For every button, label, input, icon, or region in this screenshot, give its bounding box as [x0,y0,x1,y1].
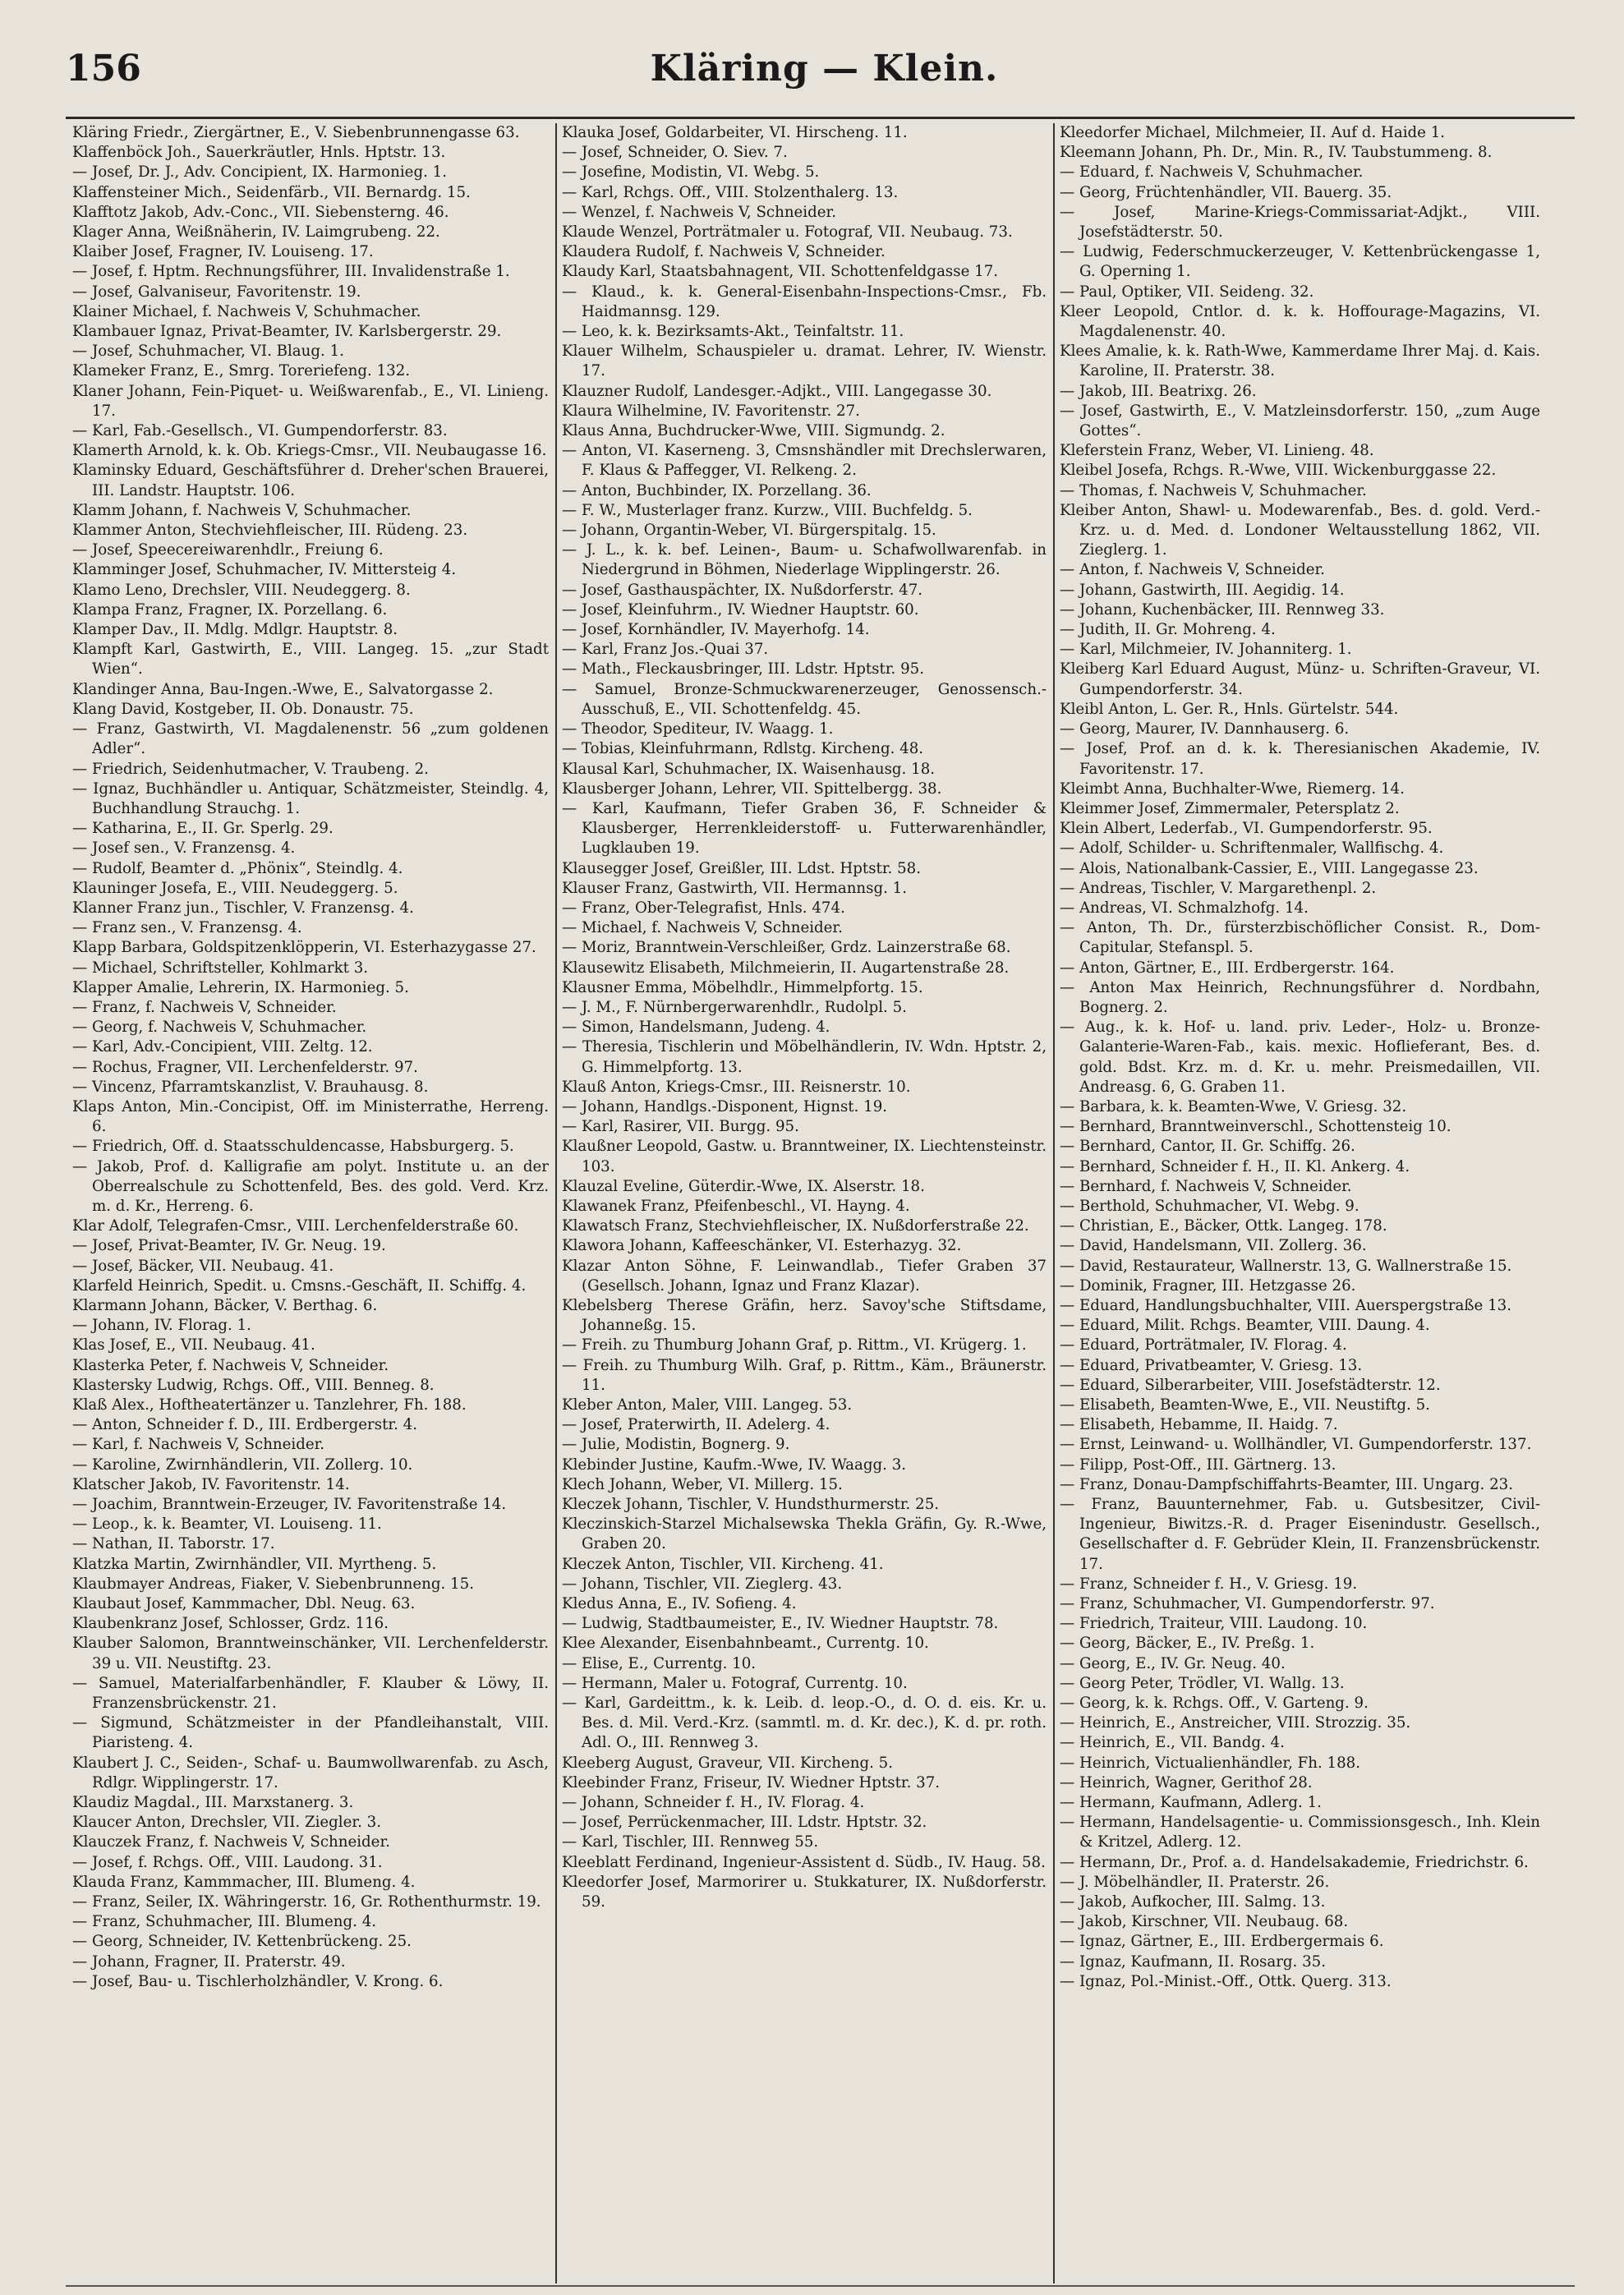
directory-entry: Kleferstein Franz, Weber, VI. Linieng. 48. [1060,442,1374,460]
directory-entry: — Johann, Gastwirth, III. Aegidig. 14. [1060,581,1345,599]
directory-entry: Klaß Alex., Hoftheatertänzer u. Tanzlehrer, Fh. 188. [72,1396,467,1414]
directory-entry: Klafftotz Jakob, Adv.-Conc., VII. Siebensterng. 46. [72,203,449,221]
directory-entry: — Thomas, f. Nachweis V, Schuhmacher. [1060,481,1367,499]
directory-entry: — Karl, f. Nachweis V, Schneider. [72,1436,325,1454]
directory-entry: — Jakob, Prof. d. Kalligrafie am polyt. Institute u. an der Oberrealschule zu Schottenfeld, Bes. des gold. Verd. Krz. m. d. Kr., Herreng. 6. [72,1157,549,1215]
directory-entry: — Friedrich, Seidenhutmacher, V. Traubeng. 2. [72,760,429,778]
directory-entry: — Math., Fleckausbringer, III. Ldstr. Hptstr. 95. [562,660,924,678]
directory-entry: Klaubert J. C., Seiden-, Schaf- u. Baumwollwarenfab. zu Asch, Rdlgr. Wipplingerstr. 17. [72,1754,549,1791]
directory-entry: — Eduard, f. Nachweis V, Schuhmacher. [1060,163,1364,182]
directory-entry: — Heinrich, Victualienhändler, Fh. 188. [1060,1754,1361,1772]
directory-entry: — Tobias, Kleinfuhrmann, Rdlstg. Kircheng. 48. [562,740,924,758]
directory-entry: Kleer Leopold, Cntlor. d. k. k. Hoffourage-Magazins, VI. Magdalenenstr. 40. [1060,302,1540,341]
directory-entry: Klapp Barbara, Goldspitzenklöpperin, VI. Esterhazygasse 27. [72,939,536,957]
directory-entry: Klaus Anna, Buchdrucker-Wwe, VIII. Sigmundg. 2. [562,422,945,440]
directory-entry: Klauber Salomon, Branntweinschänker, VII. Lerchenfelderstr. 39 u. VII. Neustiftg. 23. [72,1635,549,1672]
directory-entry: — Friedrich, Traiteur, VIII. Laudong. 10. [1060,1615,1368,1633]
directory-entry: — Hermann, Maler u. Fotograf, Currentg. 10. [562,1674,908,1692]
directory-entry: — Elise, E., Currentg. 10. [562,1654,757,1672]
directory-entry: Klatscher Jakob, IV. Favoritenstr. 14. [72,1475,350,1493]
directory-entry: — Jakob, III. Beatrixg. 26. [1060,382,1257,400]
directory-entry: — Heinrich, E., VII. Bandg. 4. [1060,1734,1285,1752]
directory-entry: Kleibel Josefa, Rchgs. R.-Wwe, VIII. Wickenburggasse 22. [1060,462,1497,480]
directory-entry: — Josef, Dr. J., Adv. Concipient, IX. Harmonieg. 1. [72,163,447,182]
directory-entry: Klaudera Rudolf, f. Nachweis V, Schneider. [562,243,886,261]
directory-entry: — Joachim, Branntwein-Erzeuger, IV. Favoritenstraße 14. [72,1496,507,1514]
directory-entry: — Franz, Gastwirth, VI. Magdalenenstr. 56 „zum goldenen Adler“. [72,720,549,758]
directory-entry: Klaner Johann, Fein-Piquet- u. Weißwarenfab., E., VI. Linieng. 17. [72,382,549,420]
directory-entry: — Ignaz, Pol.-Minist.-Off., Ottk. Querg. 313. [1060,1972,1392,1990]
directory-entry: — Friedrich, Off. d. Staatsschuldencasse, Habsburgerg. 5. [72,1138,514,1156]
column-1 [72,123,549,2284]
directory-entry: — Ludwig, Stadtbaumeister, E., IV. Wiedner Hauptstr. 78. [562,1615,999,1633]
directory-entry: — Hermann, Handelsagentie- u. Commissionsgesch., Inh. Klein & Kritzel, Adlerg. 12. [1060,1814,1540,1851]
directory-entry: — Franz, Donau-Dampfschiffahrts-Beamter, III. Ungarg. 23. [1060,1475,1513,1493]
directory-entry: — Josef, f. Rchgs. Off., VIII. Laudong. 31. [72,1853,383,1871]
directory-entry: — Georg Peter, Trödler, VI. Wallg. 13. [1060,1674,1345,1692]
directory-entry: Klaura Wilhelmine, IV. Favoritenstr. 27. [562,402,860,420]
directory-entry: Kleimmer Josef, Zimmermaler, Petersplatz 2. [1060,799,1400,817]
directory-entry: Klausberger Johann, Lehrer, VII. Spittelbergg. 38. [562,780,942,798]
directory-entry: Klar Adolf, Telegrafen-Cmsr., VIII. Lerchenfelderstraße 60. [72,1217,519,1235]
directory-entry: Klauser Franz, Gastwirth, VII. Hermannsg. 1. [562,879,908,897]
column-3 [1060,123,1540,2284]
directory-entry: Klampft Karl, Gastwirth, E., VIII. Langeg. 15. „zur Stadt Wien“. [72,641,549,678]
directory-entry: Klausegger Josef, Greißler, III. Ldst. Hptstr. 58. [562,859,922,877]
directory-entry: — J. L., k. k. bef. Leinen-, Baum- u. Schafwollwarenfab. in Niedergrund in Böhmen, Niederlage Wipplingerstr. 26. [562,541,1047,579]
directory-entry: — Hermann, Kaufmann, Adlerg. 1. [1060,1794,1322,1812]
page-header [66,48,1583,102]
directory-entry: — Josef, Perrückenmacher, III. Ldstr. Hptstr. 32. [562,1814,927,1832]
directory-entry: — Anton Max Heinrich, Rechnungsführer d. Nordbahn, Bognerg. 2. [1060,978,1540,1016]
directory-entry: Klee Alexander, Eisenbahnbeamt., Currentg. 10. [562,1635,929,1653]
directory-entry: Klebinder Justine, Kaufm.-Wwe, IV. Waagg. 3. [562,1456,907,1474]
directory-entry: — Josef sen., V. Franzensg. 4. [72,839,296,858]
directory-entry: — Josef, Schneider, O. Siev. 7. [562,144,788,162]
directory-entry: Klaps Anton, Min.-Concipist, Off. im Ministerrathe, Herreng. 6. [72,1097,549,1136]
directory-entry: — Johann, Schneider f. H., IV. Florag. 4. [562,1794,865,1812]
directory-entry: — Anton, Buchbinder, IX. Porzellang. 36. [562,481,872,499]
directory-entry: — Georg, Bäcker, E., IV. Preßg. 1. [1060,1635,1315,1653]
directory-entry: — Josef, Galvaniseur, Favoritenstr. 19. [72,283,361,301]
directory-entry: — Moriz, Branntwein-Verschleißer, Grdz. Lainzerstraße 68. [562,939,1011,957]
directory-entry: Klambauer Ignaz, Privat-Beamter, IV. Karlsbergerstr. 29. [72,323,502,341]
directory-entry: — Johann, Handlgs.-Disponent, Hignst. 19. [562,1097,888,1115]
directory-entry: Klainer Michael, f. Nachweis V, Schuhmacher. [72,302,421,320]
directory-entry: Klawora Johann, Kaffeeschänker, VI. Esterhazyg. 32. [562,1237,962,1255]
directory-entry: — Michael, Schriftsteller, Kohlmarkt 3. [72,959,369,977]
directory-entry: Klaudiz Magdal., III. Marxstanerg. 3. [72,1794,354,1812]
directory-entry: — Aug., k. k. Hof- u. land. priv. Leder-, Holz- u. Bronze-Galanterie-Waren-Fab., kais. mexic. Hoflieferant, Bes. d. gold. Bdst. Krz. m. d. Kr. u. mehr. Preismedaillen, VII. Andreasg. 6, G. Graben 11. [1060,1019,1540,1096]
directory-entry: Klaubaut Josef, Kammmacher, Dbl. Neug. 63. [72,1595,416,1613]
directory-entry: — Eduard, Handlungsbuchhalter, VIII. Auerspergstraße 13. [1060,1296,1512,1314]
directory-entry: Klazar Anton Söhne, F. Leinwandlab., Tiefer Graben 37 (Gesellsch. Johann, Ignaz und Franz Klazar). [562,1257,1047,1295]
directory-entry: — Josef, Privat-Beamter, IV. Gr. Neug. 19. [72,1237,386,1255]
directory-entry: — Rudolf, Beamter d. „Phönix“, Steindlg. 4. [72,859,403,877]
directory-entry: — Samuel, Materialfarbenhändler, F. Klauber & Löwy, II. Franzensbrückenstr. 21. [72,1674,549,1713]
directory-entry: Klaminsky Eduard, Geschäftsführer d. Dreher'schen Brauerei, III. Landstr. Hauptstr. 106. [72,462,549,499]
directory-entry: Klarfeld Heinrich, Spedit. u. Cmsns.-Geschäft, II. Schiffg. 4. [72,1276,527,1295]
directory-entry: Klaude Wenzel, Porträtmaler u. Fotograf, VII. Neubaug. 73. [562,223,1013,241]
directory-entry: — Franz sen., V. Franzensg. 4. [72,919,302,937]
directory-entry: — Eduard, Privatbeamter, V. Griesg. 13. [1060,1356,1363,1374]
directory-entry: — Karl, Franz Jos.-Quai 37. [562,641,769,659]
directory-entry: — Franz, Schuhmacher, VI. Gumpendorferstr. 97. [1060,1595,1435,1613]
directory-entry: — Karl, Rchgs. Off., VIII. Stolzenthalerg. 13. [562,183,899,201]
directory-entry: — Karl, Adv.-Concipient, VIII. Zeltg. 12. [72,1038,373,1056]
directory-entry: Klamo Leno, Drechsler, VIII. Neudeggerg. 8. [72,581,411,599]
directory-entry: Klauninger Josefa, E., VIII. Neudeggerg. 5. [72,879,398,897]
directory-entry: Klauka Josef, Goldarbeiter, VI. Hirscheng. 11. [562,124,908,141]
directory-entry: Klausner Emma, Möbelhdlr., Himmelpfortg. 15. [562,978,923,996]
directory-entry: Klausewitz Elisabeth, Milchmeierin, II. Augartenstraße 28. [562,959,1010,977]
directory-entry: — Josef, Kleinfuhrm., IV. Wiedner Hauptstr. 60. [562,600,919,619]
directory-entry: — Leo, k. k. Bezirksamts-Akt., Teinfaltstr. 11. [562,323,904,341]
directory-entry: Klauer Wilhelm, Schauspieler u. dramat. Lehrer, IV. Wienstr. 17. [562,343,1047,380]
directory-entry: Kleczek Johann, Tischler, V. Hundsthurmerstr. 25. [562,1496,940,1514]
directory-entry: — Anton, VI. Kaserneng. 3, Cmsnshändler mit Drechslerwaren, F. Klaus & Paffegger, VI. Relkeng. 2. [562,442,1047,480]
directory-entry: — Jakob, Aufkocher, III. Salmg. 13. [1060,1893,1326,1911]
directory-entry: — Judith, II. Gr. Mohreng. 4. [1060,621,1276,639]
directory-entry: — Barbara, k. k. Beamten-Wwe, V. Griesg. 32. [1060,1097,1407,1115]
directory-entry: Kleimbt Anna, Buchhalter-Wwe, Riemerg. 14. [1060,780,1405,798]
directory-entry: — Simon, Handelsmann, Judeng. 4. [562,1019,830,1037]
page-number: 156 [66,48,141,90]
directory-entry: Klaußner Leopold, Gastw. u. Branntweiner, IX. Liechtensteinstr. 103. [562,1138,1047,1175]
directory-entry: Kleemann Johann, Ph. Dr., Min. R., IV. Taubstummeng. 8. [1060,144,1493,162]
directory-entry: — Ernst, Leinwand- u. Wollhändler, VI. Gumpendorferstr. 137. [1060,1436,1532,1454]
directory-entry: Klaubmayer Andreas, Fiaker, V. Siebenbrunneng. 15. [72,1575,474,1593]
directory-entry: Klausal Karl, Schuhmacher, IX. Waisenhausg. 18. [562,760,936,778]
directory-entry: — Josef, Gasthauspächter, IX. Nußdorferstr. 47. [562,581,923,599]
directory-entry: Klauczek Franz, f. Nachweis V, Schneider. [72,1833,390,1851]
directory-entry: — Ludwig, Federschmuckerzeuger, V. Kettenbrückengasse 1, G. Operning 1. [1060,243,1540,281]
directory-entry: — Anton, Schneider f. D., III. Erdbergerstr. 4. [72,1416,417,1434]
directory-entry: Klaudy Karl, Staatsbahnagent, VII. Schottenfeldgasse 17. [562,263,999,281]
directory-entry: — David, Restaurateur, Wallnerstr. 13, G. Wallnerstraße 15. [1060,1257,1512,1275]
directory-entry: Klaffenböck Joh., Sauerkräutler, Hnls. Hptstr. 13. [72,144,446,162]
directory-entry: Klandinger Anna, Bau-Ingen.-Wwe, E., Salvatorgasse 2. [72,680,494,698]
directory-entry: — Theresia, Tischlerin und Möbelhändlerin, IV. Wdn. Hptstr. 2, G. Himmelpfortg. 13. [562,1038,1047,1076]
directory-entry: — Karl, Rasirer, VII. Burgg. 95. [562,1118,799,1136]
directory-entry: — Georg, k. k. Rchgs. Off., V. Garteng. 9. [1060,1695,1369,1713]
directory-entry: Klauzner Rudolf, Landesger.-Adjkt., VIII. Langegasse 30. [562,382,992,400]
directory-entry: — Anton, Gärtner, E., III. Erdbergerstr. 164. [1060,959,1395,977]
footer-rule [66,2285,1575,2287]
directory-entry: — Freih. zu Thumburg Johann Graf, p. Rittm., VI. Krügerg. 1. [562,1336,1027,1354]
directory-entry: Klein Albert, Lederfab., VI. Gumpendorferstr. 95. [1060,820,1433,838]
directory-entry: — Karoline, Zwirnhändlerin, VII. Zollerg. 10. [72,1456,413,1474]
directory-entry: — Josef, Bau- u. Tischlerholzhändler, V. Krong. 6. [72,1972,444,1990]
directory-entry: — Freih. zu Thumburg Wilh. Graf, p. Rittm., Käm., Bräunerstr. 11. [562,1356,1047,1394]
directory-entry: — Josef, Speecereiwarenhdlr., Freiung 6. [72,541,384,559]
directory-entry: — Ignaz, Gärtner, E., III. Erdbergermais 6. [1060,1933,1384,1951]
directory-entry: — Leop., k. k. Beamter, VI. Louiseng. 11. [72,1515,382,1534]
directory-entry: Kleczek Anton, Tischler, VII. Kircheng. 41. [562,1555,884,1573]
directory-entry: — Heinrich, E., Anstreicher, VIII. Strozzig. 35. [1060,1714,1411,1732]
directory-entry: Klarmann Johann, Bäcker, V. Berthag. 6. [72,1296,378,1314]
directory-entry: — Josef, Prof. an d. k. k. Theresianischen Akademie, IV. Favoritenstr. 17. [1060,740,1540,778]
directory-entry: Klawatsch Franz, Stechviehfleischer, IX. Nußdorferstraße 22. [562,1217,1029,1235]
directory-entry: Klastersky Ludwig, Rchgs. Off., VIII. Benneg. 8. [72,1376,435,1394]
directory-entry: — Alois, Nationalbank-Cassier, E., VIII. Langegasse 23. [1060,859,1479,877]
directory-entry: — Dominik, Fragner, III. Hetzgasse 26. [1060,1276,1356,1295]
directory-entry: — Vincenz, Pfarramtskanzlist, V. Brauhausg. 8. [72,1078,429,1096]
directory-entry: Klaiber Josef, Fragner, IV. Louiseng. 17. [72,243,374,261]
directory-entry: — Josef, Marine-Kriegs-Commissariat-Adjkt., VIII. Josefstädterstr. 50. [1060,203,1540,241]
directory-entry: Klamerth Arnold, k. k. Ob. Kriegs-Cmsr., VII. Neubaugasse 16. [72,442,547,460]
directory-entry: — Bernhard, Branntweinverschl., Schottensteig 10. [1060,1118,1451,1136]
directory-entry: Kleczinskich-Starzel Michalsewska Thekla Gräfin, Gy. R.-Wwe, Graben 20. [562,1515,1047,1553]
directory-entry: Kleeblatt Ferdinand, Ingenieur-Assistent d. Südb., IV. Haug. 58. [562,1853,1046,1871]
directory-entry: Klaffensteiner Mich., Seidenfärb., VII. Bernardg. 15. [72,183,471,201]
directory-entry: Klameker Franz, E., Smrg. Toreriefeng. 132. [72,362,411,380]
directory-entry: — Elisabeth, Hebamme, II. Haidg. 7. [1060,1416,1338,1434]
directory-entry: Kledus Anna, E., IV. Sofieng. 4. [562,1595,797,1613]
directory-entry: — J. M., F. Nürnbergerwarenhdlr., Rudolpl. 5. [562,998,907,1016]
directory-entry: — Katharina, E., II. Gr. Sperlg. 29. [72,820,334,838]
directory-entry: — Franz, f. Nachweis V, Schneider. [72,998,337,1016]
directory-entry: — Karl, Tischler, III. Rennweg 55. [562,1833,819,1851]
directory-entry: Klampa Franz, Fragner, IX. Porzellang. 6. [72,600,388,619]
directory-entry: — Johann, Fragner, II. Praterstr. 49. [72,1952,346,1971]
directory-entry: Klawanek Franz, Pfeifenbeschl., VI. Hayng. 4. [562,1197,910,1215]
directory-entry: — Jakob, Kirschner, VII. Neubaug. 68. [1060,1913,1349,1931]
directory-entry: — Heinrich, Wagner, Gerithof 28. [1060,1773,1313,1791]
directory-entry: — Bernhard, Schneider f. H., II. Kl. Ankerg. 4. [1060,1157,1410,1175]
directory-entry: — Josef, Bäcker, VII. Neubaug. 41. [72,1257,334,1275]
column-2 [562,123,1047,2284]
directory-entry: — Georg, Früchtenhändler, VII. Bauerg. 35. [1060,183,1392,201]
directory-entry: — Christian, E., Bäcker, Ottk. Langeg. 178. [1060,1217,1387,1235]
directory-columns [72,123,1617,2284]
directory-entry: — Andreas, Tischler, V. Margarethenpl. 2. [1060,879,1377,897]
directory-entry: Klees Amalie, k. k. Rath-Wwe, Kammerdame Ihrer Maj. d. Kais. Karoline, II. Praterstr. 38. [1060,343,1540,380]
directory-entry: Kleedorfer Josef, Marmorirer u. Stukkaturer, IX. Nußdorferstr. 59. [562,1873,1047,1911]
directory-entry: — Adolf, Schilder- u. Schriftenmaler, Wallfischg. 4. [1060,839,1444,858]
directory-entry: — Georg, Schneider, IV. Kettenbrückeng. 25. [72,1933,412,1951]
directory-entry: Klaucer Anton, Drechsler, VII. Ziegler. 3. [72,1814,381,1832]
directory-entry: — Johann, Organtin-Weber, VI. Bürgerspitalg. 15. [562,522,936,540]
directory-entry: — Sigmund, Schätzmeister in der Pfandleihanstalt, VIII. Piaristeng. 4. [72,1714,549,1752]
directory-entry: — Eduard, Silberarbeiter, VIII. Josefstädterstr. 12. [1060,1376,1441,1394]
directory-entry: Kläring Friedr., Ziergärtner, E., V. Siebenbrunnengasse 63. [72,124,520,141]
directory-entry: — Wenzel, f. Nachweis V, Schneider. [562,203,836,221]
directory-entry: — Josef, Schuhmacher, VI. Blaug. 1. [72,343,344,361]
directory-entry: Kleiberg Karl Eduard August, Münz- u. Schriften-Graveur, VI. Gumpendorferstr. 34. [1060,660,1540,698]
directory-entry: — Julie, Modistin, Bognerg. 9. [562,1436,790,1454]
directory-entry: Klauß Anton, Kriegs-Cmsr., III. Reisnerstr. 10. [562,1078,911,1096]
directory-entry: — Anton, Th. Dr., fürsterzbischöflicher Consist. R., Dom-Capitular, Stefanspl. 5. [1060,919,1540,957]
directory-entry: Klammer Anton, Stechviehfleischer, III. Rüdeng. 23. [72,522,468,540]
directory-entry: — Karl, Gardeittm., k. k. Leib. d. leop.-O., d. O. d. eis. Kr. u. Bes. d. Mil. Verd.-Krz. (sammtl. m. d. Kr. dec.), K. d. pr. roth. Adl. O., III. Rennweg 3. [562,1695,1047,1752]
directory-entry: — Josef, f. Hptm. Rechnungsführer, III. Invalidenstraße 1. [72,263,510,281]
directory-entry: — Georg, f. Nachweis V, Schuhmacher. [72,1019,367,1037]
directory-entry: — Samuel, Bronze-Schmuckwarenerzeuger, Genossensch.-Ausschuß, E., VII. Schottenfeldg. 45. [562,680,1047,718]
directory-entry: Kleedorfer Michael, Milchmeier, II. Auf d. Haide 1. [1060,124,1446,141]
directory-entry: Klapper Amalie, Lehrerin, IX. Harmonieg. 5. [72,978,409,996]
directory-entry: Klang David, Kostgeber, II. Ob. Donaustr. 75. [72,700,414,718]
directory-entry: — Rochus, Fragner, VII. Lerchenfelderstr. 97. [72,1058,418,1076]
directory-entry: — Elisabeth, Beamten-Wwe, E., VII. Neustiftg. 5. [1060,1396,1430,1414]
directory-entry: — Johann, IV. Florag. 1. [72,1317,251,1335]
directory-entry: Klanner Franz jun., Tischler, V. Franzensg. 4. [72,899,414,917]
directory-entry: Klas Josef, E., VII. Neubaug. 41. [72,1336,315,1354]
directory-entry: — Karl, Kaufmann, Tiefer Graben 36, F. Schneider & Klausberger, Herrenkleiderstoff- u. Futterwarenhändler, Lugklauben 19. [562,799,1047,858]
running-title: Kläring — Klein. [650,48,999,90]
directory-entry: Klager Anna, Weißnäherin, IV. Laimgrubeng. 22. [72,223,440,241]
directory-entry: — Anton, f. Nachweis V, Schneider. [1060,561,1325,579]
directory-entry: — Karl, Fab.-Gesellsch., VI. Gumpendorferstr. 83. [72,422,448,440]
directory-entry: — Georg, E., IV. Gr. Neug. 40. [1060,1654,1286,1672]
directory-entry: — J. Möbelhändler, II. Praterstr. 26. [1060,1873,1330,1891]
directory-entry: — Johann, Kuchenbäcker, III. Rennweg 33. [1060,600,1385,619]
directory-entry: — Johann, Tischler, VII. Zieglerg. 43. [562,1575,843,1593]
directory-entry: — Franz, Schneider f. H., V. Griesg. 19. [1060,1575,1358,1593]
directory-entry: — Andreas, VI. Schmalzhofg. 14. [1060,899,1309,917]
directory-entry: — Bernhard, f. Nachweis V, Schneider. [1060,1177,1352,1195]
directory-entry: Kleber Anton, Maler, VIII. Langeg. 53. [562,1396,853,1414]
directory-entry: — Franz, Bauunternehmer, Fab. u. Gutsbesitzer, Civil-Ingenieur, Biwitzs.-R. d. Prager Eisenindustr. Gesellsch., Gesellschafter d. F. Gebrüder Klein, II. Franzensbrückenstr. 17. [1060,1496,1540,1573]
directory-entry: — Paul, Optiker, VII. Seideng. 32. [1060,283,1314,301]
directory-entry: Klauda Franz, Kammmacher, III. Blumeng. 4. [72,1873,416,1891]
directory-entry: Klauzal Eveline, Güterdir.-Wwe, IX. Alserstr. 18. [562,1177,925,1195]
directory-entry: Klamminger Josef, Schuhmacher, IV. Mittersteig 4. [72,561,457,579]
directory-entry: — Josef, Praterwirth, II. Adelerg. 4. [562,1416,830,1434]
directory-entry: Kleeberg August, Graveur, VII. Kircheng. 5. [562,1754,894,1772]
directory-entry: — David, Handelsmann, VII. Zollerg. 36. [1060,1237,1367,1255]
directory-entry: Kleebinder Franz, Friseur, IV. Wiedner Hptstr. 37. [562,1773,941,1791]
directory-entry: — Karl, Milchmeier, IV. Johanniterg. 1. [1060,641,1352,659]
directory-entry: — Ignaz, Buchhändler u. Antiquar, Schätzmeister, Steindlg. 4, Buchhandlung Strauchg. 1. [72,780,549,817]
directory-entry: — Eduard, Milit. Rchgs. Beamter, VIII. Daung. 4. [1060,1317,1430,1335]
directory-entry: — Franz, Ober-Telegrafist, Hnls. 474. [562,899,845,917]
directory-entry: Klaubenkranz Josef, Schlosser, Grdz. 116. [72,1615,389,1633]
directory-entry: — Eduard, Porträtmaler, IV. Florag. 4. [1060,1336,1347,1354]
directory-entry: Klamm Johann, f. Nachweis V, Schuhmacher. [72,501,412,519]
directory-entry: Kleibl Anton, L. Ger. R., Hnls. Gürtelstr. 544. [1060,700,1399,718]
directory-entry: — Franz, Seiler, IX. Währingerstr. 16, Gr. Rothenthurmstr. 19. [72,1893,541,1911]
directory-entry: — Nathan, II. Taborstr. 17. [72,1535,275,1553]
directory-entry: — Michael, f. Nachweis V, Schneider. [562,919,843,937]
directory-entry: Kleiber Anton, Shawl- u. Modewarenfab., Bes. d. gold. Verd.-Krz. u. d. Med. d. Londoner Weltausstellung 1862, VII. Zieglerg. 1. [1060,501,1540,559]
directory-entry: Klech Johann, Weber, VI. Millerg. 15. [562,1475,843,1493]
directory-entry: — F. W., Musterlager franz. Kurzw., VIII. Buchfeldg. 5. [562,501,973,519]
directory-entry: — Filipp, Post-Off., III. Gärtnerg. 13. [1060,1456,1336,1474]
directory-entry: Klamper Dav., II. Mdlg. Mdlgr. Hauptstr. 8. [72,621,398,639]
directory-entry: — Klaud., k. k. General-Eisenbahn-Inspections-Cmsr., Fb. Haidmannsg. 129. [562,283,1047,320]
directory-entry: — Franz, Schuhmacher, III. Blumeng. 4. [72,1913,377,1931]
directory-entry: — Josefine, Modistin, VI. Webg. 5. [562,163,820,182]
directory-entry: — Josef, Gastwirth, E., V. Matzleinsdorferstr. 150, „zum Auge Gottes“. [1060,402,1540,440]
directory-entry: — Hermann, Dr., Prof. a. d. Handelsakademie, Friedrichstr. 6. [1060,1853,1529,1871]
directory-entry: — Josef, Kornhändler, IV. Mayerhofg. 14. [562,621,870,639]
directory-entry: Klasterka Peter, f. Nachweis V, Schneider. [72,1356,389,1374]
directory-entry: Klatzka Martin, Zwirnhändler, VII. Myrtheng. 5. [72,1555,437,1573]
directory-entry: — Berthold, Schuhmacher, VI. Webg. 9. [1060,1197,1359,1215]
directory-entry: — Theodor, Spediteur, IV. Waagg. 1. [562,720,834,738]
directory-entry: Klebelsberg Therese Gräfin, herz. Savoy'sche Stiftsdame, Johanneßg. 15. [562,1296,1047,1335]
header-rule [66,117,1575,119]
directory-entry: — Bernhard, Cantor, II. Gr. Schiffg. 26. [1060,1138,1355,1156]
directory-entry: — Georg, Maurer, IV. Dannhauserg. 6. [1060,720,1350,738]
directory-entry: — Ignaz, Kaufmann, II. Rosarg. 35. [1060,1952,1327,1971]
